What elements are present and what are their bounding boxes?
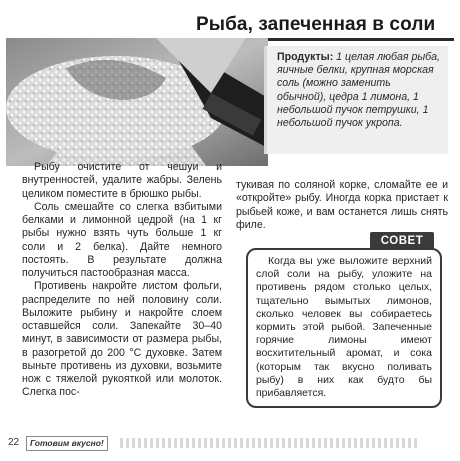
ingredients-box: [264, 46, 448, 154]
tip-label: СОВЕТ: [370, 232, 434, 249]
tip-text: Когда вы уже выложите верхний слой соли на рыбу, уложите на противень рядом столько целых, тщательно вымытых лимонов, сколько человек вы собираетесь кормить этой рыбой. Запеченные горячие лимоны имеют восхитительный аромат, и сока (которым так вкусно поливать рыбу) в них как будто бы прибавляется.: [256, 255, 432, 400]
footer-ornament: [120, 438, 420, 448]
body-paragraph: Рыбу очистите от чешуи и внутренностей, удалите жабры. Зелень целиком поместите в брюшко рыбы.: [22, 161, 222, 200]
recipe-photo: [6, 38, 268, 166]
salt-baked-fish-image: [6, 38, 268, 166]
ingredients-text: 1 целая любая рыба, яичные белки, крупная морская соль (можно заменить обычной), цедра 1 лимона, 1 небольшой пучок петрушки, 1 небольшой пучок укропа.: [277, 51, 440, 130]
ingredients-label: Продукты:: [277, 51, 334, 63]
body-paragraph: Соль смешайте со слегка взбитыми белками и лимонной цедрой (на 1 кг рыбы нужно взять чуть больше 1 кг соли и 2 белка). Дайте немного постоять. В результате должна получиться пастообразная масса.: [22, 200, 222, 279]
body-paragraph: Противень накройте листом фольги, распределите по ней половину соли. Выложите рыбину и накройте слоем оставшейся соли. Запекайте 30–40 минут, в зависимости от размера рыбы, в разогретой до 200 °С духовке. Затем выньте противень из духовки, возьмите нож с тяжелой рукояткой или молоток. Слегка пос-: [22, 280, 222, 399]
magazine-brand-logo: Готовим вкусно!: [26, 436, 108, 451]
body-paragraph: тукивая по соляной корке, сломайте ее и «откройте» рыбу. Иногда корка пристает к рыбьей коже, и вам останется лишь снять филе.: [236, 179, 448, 231]
body-column-right: [236, 179, 448, 232]
page-number: 22: [8, 437, 20, 448]
body-column-left: [22, 161, 222, 400]
tip-box: [246, 248, 442, 408]
recipe-title: Рыба, запеченная в соли: [196, 14, 436, 35]
